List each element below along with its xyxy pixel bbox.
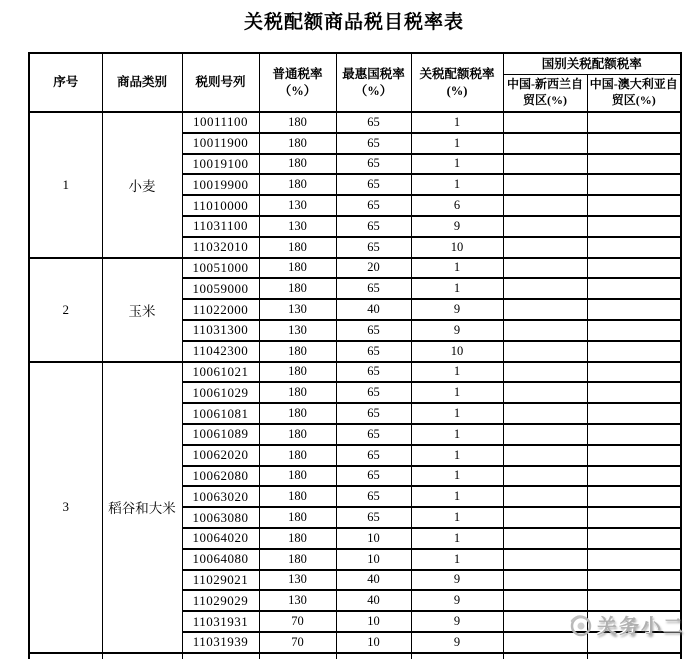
category-cell: 稻谷和大米 bbox=[102, 362, 182, 653]
au-fta-cell bbox=[587, 216, 681, 237]
au-fta-cell bbox=[587, 174, 681, 195]
nz-fta-cell bbox=[503, 486, 587, 507]
general-rate-cell: 180 bbox=[259, 445, 336, 466]
general-rate-cell: 130 bbox=[259, 590, 336, 611]
watermark-logo-icon bbox=[568, 612, 594, 638]
au-fta-cell bbox=[587, 507, 681, 528]
table-row bbox=[29, 112, 681, 133]
mfn-rate-cell: 10 bbox=[336, 528, 411, 549]
tariff-no-cell: 11022000 bbox=[182, 299, 259, 320]
general-rate-cell: 180 bbox=[259, 237, 336, 258]
quota-rate-cell: 9 bbox=[411, 320, 503, 341]
quota-rate-cell: 1 bbox=[411, 507, 503, 528]
au-fta-cell bbox=[587, 154, 681, 175]
header-mfn-rate: 最惠国税率（%） bbox=[336, 53, 411, 112]
nz-fta-cell bbox=[503, 154, 587, 175]
general-rate-cell: 180 bbox=[259, 133, 336, 154]
partial-cell bbox=[587, 653, 681, 659]
au-fta-cell bbox=[587, 445, 681, 466]
quota-rate-cell: 1 bbox=[411, 258, 503, 279]
general-rate-cell: 180 bbox=[259, 154, 336, 175]
mfn-rate-cell: 65 bbox=[336, 445, 411, 466]
general-rate-cell: 130 bbox=[259, 216, 336, 237]
au-fta-cell bbox=[587, 528, 681, 549]
nz-fta-cell bbox=[503, 466, 587, 487]
au-fta-cell bbox=[587, 549, 681, 570]
au-fta-cell bbox=[587, 112, 681, 133]
header-category: 商品类别 bbox=[102, 53, 182, 112]
mfn-rate-cell: 65 bbox=[336, 174, 411, 195]
watermark-text: 关务小二 bbox=[597, 616, 685, 638]
au-fta-cell bbox=[587, 570, 681, 591]
quota-rate-cell: 1 bbox=[411, 382, 503, 403]
au-fta-cell bbox=[587, 362, 681, 383]
au-fta-cell bbox=[587, 590, 681, 611]
seq-cell: 3 bbox=[29, 362, 102, 653]
general-rate-cell: 180 bbox=[259, 112, 336, 133]
general-rate-cell: 180 bbox=[259, 362, 336, 383]
general-rate-cell: 70 bbox=[259, 632, 336, 653]
mfn-rate-cell: 65 bbox=[336, 341, 411, 362]
header-tariff-no: 税则号列 bbox=[182, 53, 259, 112]
general-rate-cell: 180 bbox=[259, 549, 336, 570]
partial-cell bbox=[182, 653, 259, 659]
nz-fta-cell bbox=[503, 570, 587, 591]
mfn-rate-cell: 65 bbox=[336, 382, 411, 403]
mfn-rate-cell: 10 bbox=[336, 632, 411, 653]
partial-cell bbox=[411, 653, 503, 659]
quota-rate-cell: 1 bbox=[411, 112, 503, 133]
header-general-rate: 普通税率（%） bbox=[259, 53, 336, 112]
partial-cell bbox=[29, 653, 102, 659]
quota-rate-cell: 1 bbox=[411, 133, 503, 154]
partial-cell bbox=[259, 653, 336, 659]
general-rate-cell: 180 bbox=[259, 528, 336, 549]
mfn-rate-cell: 65 bbox=[336, 216, 411, 237]
mfn-rate-cell: 65 bbox=[336, 466, 411, 487]
tariff-no-cell: 10051000 bbox=[182, 258, 259, 279]
quota-rate-cell: 9 bbox=[411, 299, 503, 320]
mfn-rate-cell: 65 bbox=[336, 320, 411, 341]
nz-fta-cell bbox=[503, 133, 587, 154]
nz-fta-cell bbox=[503, 237, 587, 258]
tariff-no-cell: 11010000 bbox=[182, 195, 259, 216]
quota-rate-cell: 1 bbox=[411, 445, 503, 466]
mfn-rate-cell: 40 bbox=[336, 570, 411, 591]
quota-rate-cell: 9 bbox=[411, 570, 503, 591]
tariff-no-cell: 10064020 bbox=[182, 528, 259, 549]
tariff-no-cell: 11031939 bbox=[182, 632, 259, 653]
partial-cell bbox=[336, 653, 411, 659]
nz-fta-cell bbox=[503, 258, 587, 279]
mfn-rate-cell: 65 bbox=[336, 424, 411, 445]
quota-rate-cell: 1 bbox=[411, 362, 503, 383]
nz-fta-cell bbox=[503, 112, 587, 133]
nz-fta-cell bbox=[503, 299, 587, 320]
category-cell: 小麦 bbox=[102, 112, 182, 258]
quota-rate-cell: 10 bbox=[411, 341, 503, 362]
au-fta-cell bbox=[587, 278, 681, 299]
partial-row bbox=[29, 653, 681, 659]
nz-fta-cell bbox=[503, 445, 587, 466]
tariff-no-cell: 10019100 bbox=[182, 154, 259, 175]
mfn-rate-cell: 65 bbox=[336, 486, 411, 507]
mfn-rate-cell: 65 bbox=[336, 507, 411, 528]
tariff-no-cell: 10061089 bbox=[182, 424, 259, 445]
nz-fta-cell bbox=[503, 382, 587, 403]
general-rate-cell: 180 bbox=[259, 278, 336, 299]
table-body bbox=[29, 112, 681, 653]
mfn-rate-cell: 65 bbox=[336, 278, 411, 299]
tariff-no-cell: 10019900 bbox=[182, 174, 259, 195]
partial-cell bbox=[102, 653, 182, 659]
nz-fta-cell bbox=[503, 278, 587, 299]
quota-rate-cell: 1 bbox=[411, 486, 503, 507]
tariff-no-cell: 10063080 bbox=[182, 507, 259, 528]
table-partial-row bbox=[29, 653, 681, 659]
general-rate-cell: 180 bbox=[259, 258, 336, 279]
quota-rate-cell: 10 bbox=[411, 237, 503, 258]
tariff-no-cell: 10061081 bbox=[182, 403, 259, 424]
quota-rate-cell: 9 bbox=[411, 590, 503, 611]
general-rate-cell: 130 bbox=[259, 299, 336, 320]
nz-fta-cell bbox=[503, 362, 587, 383]
general-rate-cell: 130 bbox=[259, 570, 336, 591]
nz-fta-cell bbox=[503, 424, 587, 445]
au-fta-cell bbox=[587, 424, 681, 445]
au-fta-cell bbox=[587, 299, 681, 320]
quota-rate-cell: 1 bbox=[411, 528, 503, 549]
quota-rate-cell: 1 bbox=[411, 403, 503, 424]
tariff-no-cell: 10064080 bbox=[182, 549, 259, 570]
nz-fta-cell bbox=[503, 507, 587, 528]
mfn-rate-cell: 65 bbox=[336, 403, 411, 424]
tariff-no-cell: 10062080 bbox=[182, 466, 259, 487]
header-row-top bbox=[29, 53, 681, 74]
table-row bbox=[29, 258, 681, 279]
nz-fta-cell bbox=[503, 195, 587, 216]
mfn-rate-cell: 65 bbox=[336, 112, 411, 133]
quota-rate-cell: 9 bbox=[411, 632, 503, 653]
mfn-rate-cell: 40 bbox=[336, 590, 411, 611]
tariff-no-cell: 10061021 bbox=[182, 362, 259, 383]
seq-cell: 1 bbox=[29, 112, 102, 258]
header-seq: 序号 bbox=[29, 53, 102, 112]
general-rate-cell: 180 bbox=[259, 466, 336, 487]
nz-fta-cell bbox=[503, 341, 587, 362]
header-nz-fta: 中国-新西兰自贸区(%) bbox=[503, 74, 587, 112]
nz-fta-cell bbox=[503, 403, 587, 424]
general-rate-cell: 180 bbox=[259, 424, 336, 445]
mfn-rate-cell: 65 bbox=[336, 362, 411, 383]
tariff-no-cell: 11042300 bbox=[182, 341, 259, 362]
general-rate-cell: 180 bbox=[259, 341, 336, 362]
table-header bbox=[29, 53, 681, 112]
general-rate-cell: 180 bbox=[259, 382, 336, 403]
mfn-rate-cell: 10 bbox=[336, 611, 411, 632]
quota-rate-cell: 9 bbox=[411, 216, 503, 237]
quota-rate-cell: 1 bbox=[411, 549, 503, 570]
quota-rate-cell: 6 bbox=[411, 195, 503, 216]
mfn-rate-cell: 40 bbox=[336, 299, 411, 320]
tariff-quota-table bbox=[28, 52, 682, 659]
quota-rate-cell: 1 bbox=[411, 424, 503, 445]
general-rate-cell: 180 bbox=[259, 486, 336, 507]
au-fta-cell bbox=[587, 195, 681, 216]
au-fta-cell bbox=[587, 237, 681, 258]
table-row bbox=[29, 362, 681, 383]
tariff-no-cell: 11029029 bbox=[182, 590, 259, 611]
tariff-no-cell: 10059000 bbox=[182, 278, 259, 299]
general-rate-cell: 180 bbox=[259, 403, 336, 424]
header-au-fta: 中国-澳大利亚自贸区(%) bbox=[587, 74, 681, 112]
general-rate-cell: 130 bbox=[259, 320, 336, 341]
quota-rate-cell: 9 bbox=[411, 611, 503, 632]
header-quota-rate: 关税配额税率(%) bbox=[411, 53, 503, 112]
tariff-no-cell: 11031931 bbox=[182, 611, 259, 632]
tariff-no-cell: 10063020 bbox=[182, 486, 259, 507]
nz-fta-cell bbox=[503, 528, 587, 549]
tariff-no-cell: 11029021 bbox=[182, 570, 259, 591]
mfn-rate-cell: 10 bbox=[336, 549, 411, 570]
tariff-no-cell: 10061029 bbox=[182, 382, 259, 403]
general-rate-cell: 180 bbox=[259, 174, 336, 195]
tariff-no-cell: 10011100 bbox=[182, 112, 259, 133]
general-rate-cell: 70 bbox=[259, 611, 336, 632]
nz-fta-cell bbox=[503, 216, 587, 237]
general-rate-cell: 130 bbox=[259, 195, 336, 216]
nz-fta-cell bbox=[503, 549, 587, 570]
nz-fta-cell bbox=[503, 174, 587, 195]
nz-fta-cell bbox=[503, 320, 587, 341]
au-fta-cell bbox=[587, 320, 681, 341]
mfn-rate-cell: 65 bbox=[336, 237, 411, 258]
tariff-no-cell: 11031300 bbox=[182, 320, 259, 341]
general-rate-cell: 180 bbox=[259, 507, 336, 528]
au-fta-cell bbox=[587, 466, 681, 487]
seq-cell: 2 bbox=[29, 258, 102, 362]
page-title: 关税配额商品税目税率表 bbox=[243, 12, 464, 33]
tariff-no-cell: 11031100 bbox=[182, 216, 259, 237]
au-fta-cell bbox=[587, 403, 681, 424]
au-fta-cell bbox=[587, 486, 681, 507]
tariff-no-cell: 10011900 bbox=[182, 133, 259, 154]
watermark bbox=[568, 610, 685, 639]
mfn-rate-cell: 20 bbox=[336, 258, 411, 279]
partial-cell bbox=[503, 653, 587, 659]
quota-rate-cell: 1 bbox=[411, 278, 503, 299]
mfn-rate-cell: 65 bbox=[336, 133, 411, 154]
nz-fta-cell bbox=[503, 590, 587, 611]
au-fta-cell bbox=[587, 133, 681, 154]
quota-rate-cell: 1 bbox=[411, 154, 503, 175]
header-country-quota-group: 国别关税配额税率 bbox=[503, 53, 681, 74]
quota-rate-cell: 1 bbox=[411, 466, 503, 487]
au-fta-cell bbox=[587, 258, 681, 279]
tariff-no-cell: 10062020 bbox=[182, 445, 259, 466]
tariff-no-cell: 11032010 bbox=[182, 237, 259, 258]
quota-rate-cell: 1 bbox=[411, 174, 503, 195]
au-fta-cell bbox=[587, 341, 681, 362]
category-cell: 玉米 bbox=[102, 258, 182, 362]
mfn-rate-cell: 65 bbox=[336, 195, 411, 216]
au-fta-cell bbox=[587, 382, 681, 403]
mfn-rate-cell: 65 bbox=[336, 154, 411, 175]
